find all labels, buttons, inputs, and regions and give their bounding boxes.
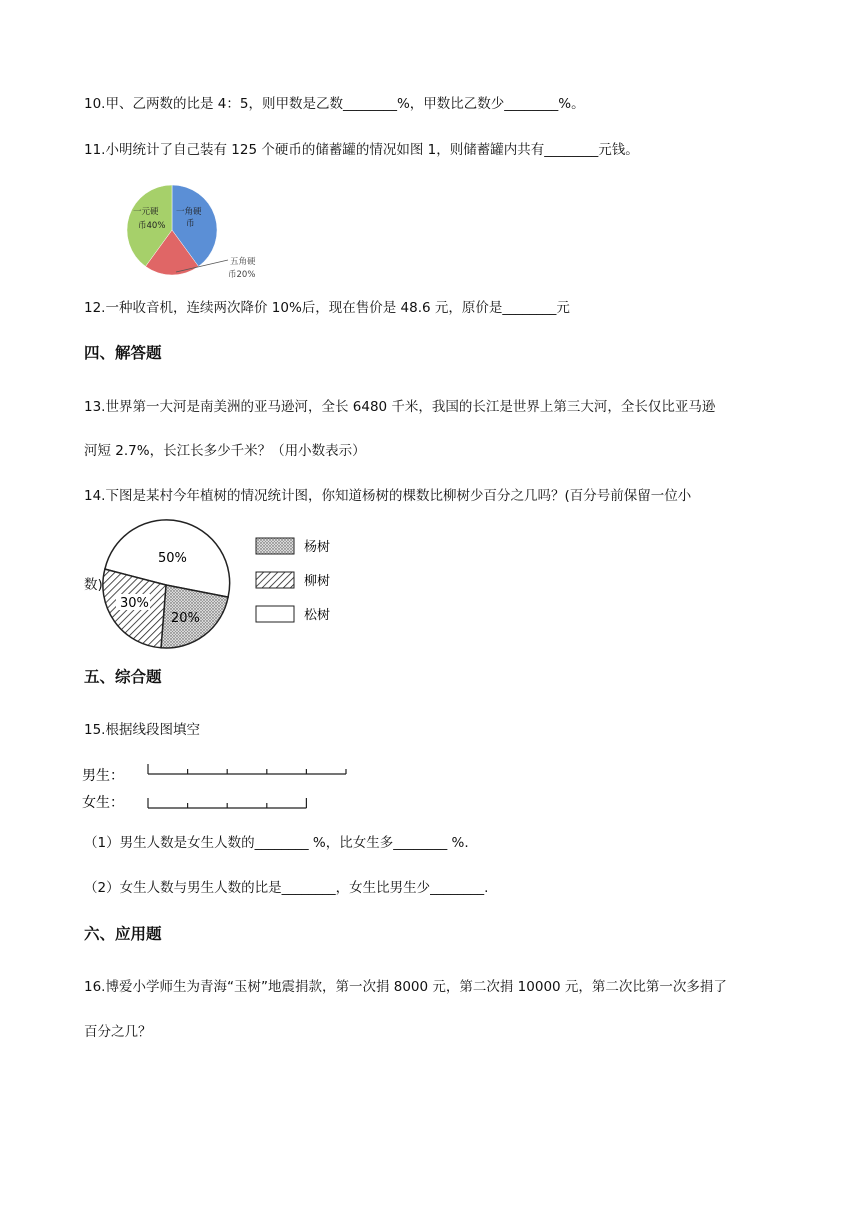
legend-swatch-liushu: [256, 572, 294, 588]
legend-label-liushu: 柳树: [304, 574, 331, 589]
question-13-line-2: 河短 2.7%，长江长多少千米？（用小数表示）: [84, 443, 366, 459]
slice-label-wujiao-2: 币20%: [228, 270, 256, 280]
legend-swatch-songshu: [256, 606, 294, 622]
girls-label: 女生：: [82, 795, 124, 811]
coin-pie-chart: [116, 180, 276, 290]
question-13-line-1: 13.世界第一大河是南美洲的亚马逊河，全长 6480 千米，我国的长江是世界上第三大河，全长仅比亚马逊: [84, 399, 716, 415]
slice-label-yijiao-2: 币: [186, 219, 195, 229]
section-heading-6: 六、应用题: [84, 925, 162, 943]
question-12: 12.一种收音机，连续两次降价 10%后，现在售价是 48.6 元，原价是________元: [84, 300, 570, 316]
question-15-part-1: （1）男生人数是女生人数的________ %，比女生多________ %.: [84, 835, 469, 851]
question-15-part-2: （2）女生人数与男生人数的比是________，女生比男生少________.: [84, 880, 489, 896]
slice-label-yijiao-1: 一角硬: [176, 207, 202, 217]
question-11: 11.小明统计了自己装有 125 个硬币的储蓄罐的情况如图 1，则储蓄罐内共有________元钱。: [84, 142, 639, 158]
slice-label-wujiao-1: 五角硬: [230, 257, 256, 267]
boys-segment: [148, 764, 346, 774]
slice-label-songshu: 50%: [158, 551, 187, 566]
slice-label-yangshu: 20%: [171, 611, 200, 626]
section-heading-4: 四、解答题: [84, 344, 162, 362]
question-14-line-2: 数): [84, 577, 103, 593]
question-15: 15.根据线段图填空: [84, 722, 200, 738]
segment-diagram: [82, 760, 362, 820]
section-heading-5: 五、综合题: [84, 668, 162, 686]
legend-swatch-yangshu: [256, 538, 294, 554]
legend-label-yangshu: 杨树: [304, 540, 331, 555]
question-10: 10.甲、乙两数的比是 4：5，则甲数是乙数________%，甲数比乙数少________%。: [84, 96, 585, 112]
girls-segment: [148, 798, 306, 808]
question-16-line-1: 16.博爱小学师生为青海“玉树”地震捐款，第一次捐 8000 元，第二次捐 10000 元，第二次比第一次多捐了: [84, 979, 727, 995]
slice-label-liushu: 30%: [120, 596, 149, 611]
legend-label-songshu: 松树: [304, 608, 331, 623]
boys-label: 男生：: [82, 768, 124, 784]
slice-label-yiyuan-1: 一元硬: [133, 207, 159, 217]
tree-pie-chart: [98, 518, 338, 653]
question-14-line-1: 14.下图是某村今年植树的情况统计图，你知道杨树的棵数比柳树少百分之几吗？(百分号前保留一位小: [84, 488, 692, 504]
slice-label-yiyuan-2: 币40%: [138, 221, 166, 231]
question-16-line-2: 百分之几？: [84, 1024, 152, 1040]
